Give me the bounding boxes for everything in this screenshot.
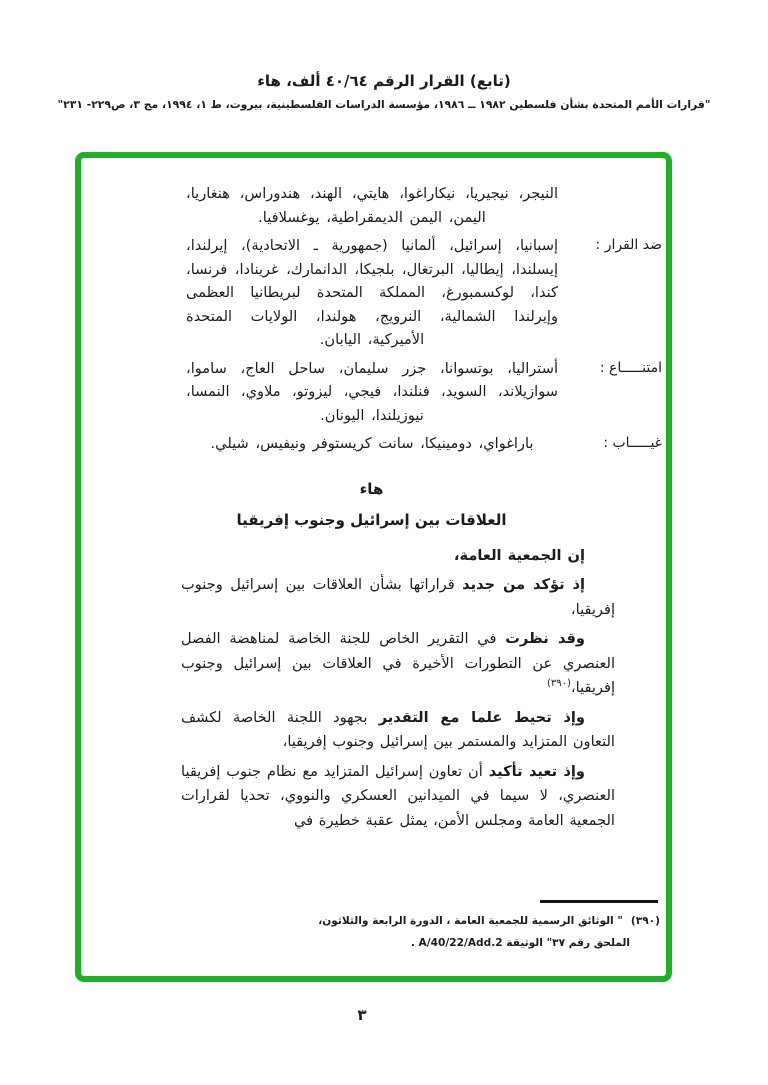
paragraph-text: في التقرير الخاص للجنة الخاصة لمناهضة الفصل العنصري عن التطورات الأخيرة في العلاقات بين إسرائيل وجنوب إفريقيا، [181, 630, 615, 696]
vote-results-list [81, 182, 662, 456]
paragraph-lead: وإذ تعيد تأكيد [488, 762, 585, 780]
paragraph-lead: إن الجمعية العامة، [453, 546, 585, 564]
footnote-text-1: " الوثائق الرسمية للجمعية العامة ، الدورة الرابعة والثلاثون، [318, 915, 623, 927]
footnote-line-1 [121, 910, 660, 932]
paragraph-reiterating [181, 760, 615, 834]
vote-countries-absent: باراغواي، دومينيكا، سانت كريستوفر ونيفيس، شيلي. [210, 435, 534, 452]
footnote-reference: (٣٩٠) [546, 678, 571, 690]
vote-label-abstain: امتنـــــاع : [599, 359, 662, 376]
footnote-divider [540, 900, 658, 903]
resolution-body [181, 544, 615, 834]
vote-entry-absent [81, 432, 662, 456]
page-number: ٣ [357, 1006, 367, 1024]
footnote-block [121, 900, 660, 954]
document-subtitle: "قرارات الأمم المتحدة بشأن فلسطين ١٩٨٢ ــ ١٩٨٦، مؤسسة الدراسات الفلسطينية، بيروت، ط ١، ١٩٩٤، مج ٣، ص٢٢٩- ٢٣١" [57, 98, 711, 111]
paragraph-text: قراراتها بشأن العلاقات بين إسرائيل وجنوب إفريقيا، [181, 576, 615, 618]
paragraph-lead: إذ تؤكد من جديد [462, 576, 585, 593]
paragraph-text: أن تعاون إسرائيل المتزايد مع نظام جنوب إفريقيا العنصري، لا سيما في الميدانين العسكري والنووي، تحديا لقرارات الجمعية العامة ومجلس الأمن، يمثل عقبة خطيرة في [181, 762, 615, 829]
paragraph-reaffirming [181, 573, 615, 622]
vote-countries-against: إسبانيا، إسرائيل، ألمانيا (جمهورية ـ الاتحادية)، إيرلندا، إيسلندا، إيطاليا، البرتغال، بلجيكا، الدانمارك، غرينادا، فرنسا، كندا، لوكسمبورغ، المملكة المتحدة لبريطانيا العظمى وإيرلندا الشمالية، النرويج، هولندا، الولايات المتحدة الأميركية، اليابان. [186, 237, 558, 348]
paragraph-general-assembly [181, 544, 615, 569]
section-title: العلاقات بين إسرائيل وجنوب إفريقيا [236, 510, 507, 529]
green-annotation-box [75, 152, 672, 982]
paragraph-text: بجهود اللجنة الخاصة لكشف التعاون المتزايد والمستمر بين إسرائيل وجنوب إفريقيا، [181, 708, 615, 750]
vote-entry-continuation [81, 182, 662, 229]
vote-countries-continuation: النيجر، نيجيريا، نيكاراغوا، هايتي، الهند، هندوراس، هنغاريا، اليمن، اليمن الديمقراطية، يوغسلافيا. [186, 185, 558, 226]
paragraph-having-considered [181, 627, 615, 701]
page-header [0, 72, 768, 111]
paragraph-lead: وقد نظرت [505, 630, 586, 647]
footnote-marker: (٣٩٠) [630, 915, 660, 927]
vote-label-against: ضد القرار : [595, 237, 662, 253]
section-letter-heading: هاء [359, 479, 384, 498]
vote-entry-against [81, 234, 662, 352]
vote-label-empty [570, 182, 662, 229]
vote-label-absent: غيـــــاب : [603, 435, 662, 451]
document-title: (تابع) القرار الرقم ٤٠/٦٤ ألف، هاء [257, 72, 511, 90]
footnote-line-2: الملحق رقم ٣٧" الوثيقة A/40/22/Add.2 . [410, 937, 630, 949]
vote-entry-abstain [81, 357, 662, 428]
vote-countries-abstain: أستراليا، بوتسوانا، جزر سليمان، ساحل العاج، ساموا، سوازيلاند، السويد، فنلندا، فيجي، ليزوتو، ملاوي، النمسا، نيوزيلندا، اليونان. [186, 359, 558, 424]
paragraph-lead: وإذ تحيط علما مع التقدير [378, 708, 585, 726]
paragraph-taking-note [181, 706, 615, 755]
